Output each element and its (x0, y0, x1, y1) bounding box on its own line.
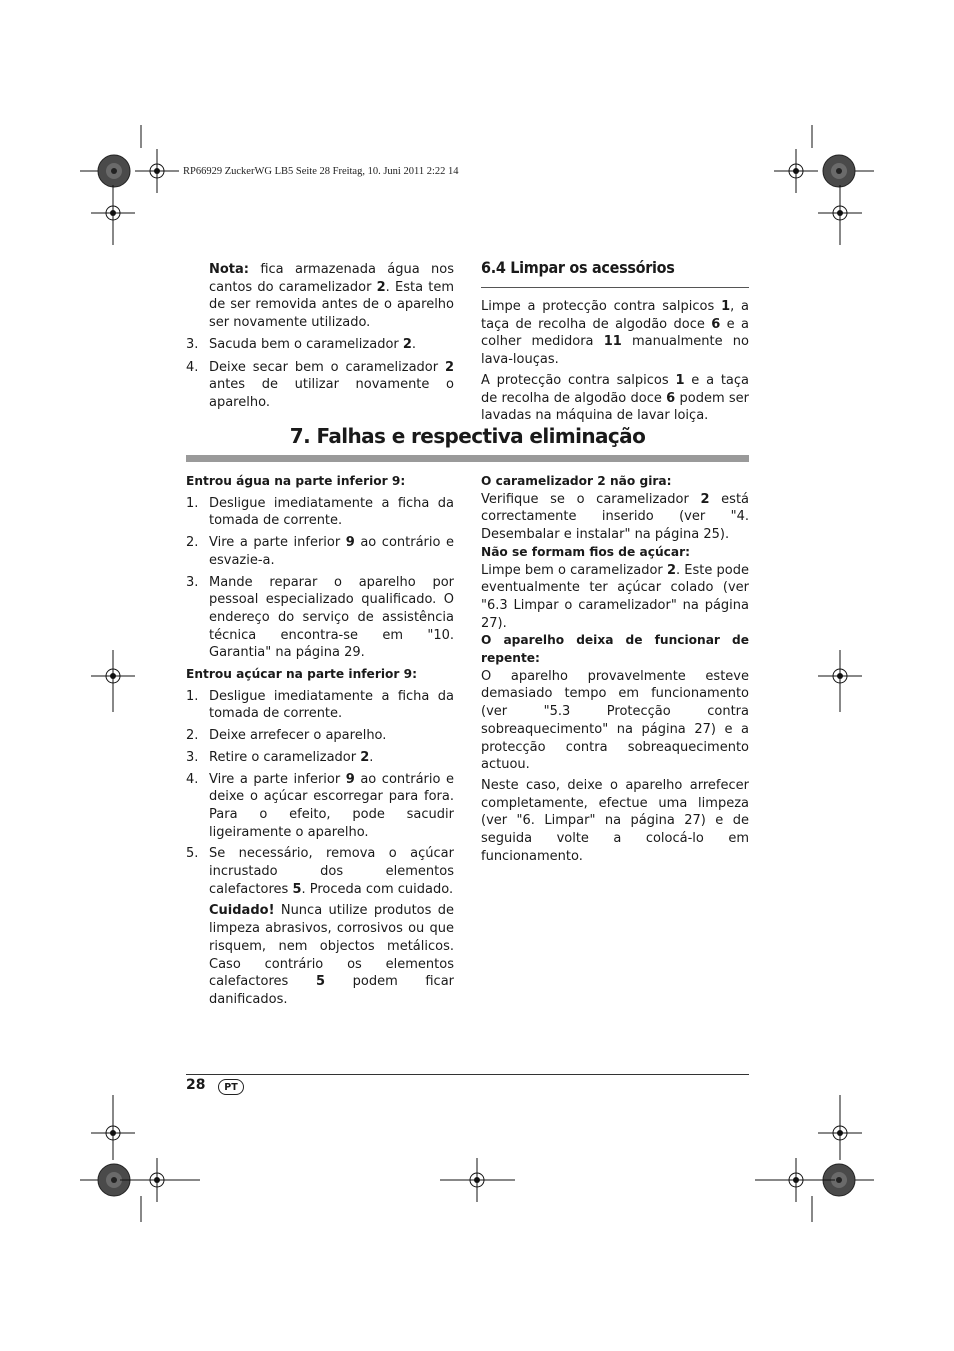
language-badge: PT (218, 1079, 244, 1095)
subheading: Entrou açúcar na parte inferior 9: (186, 667, 417, 682)
list-item: 2. Deixe arrefecer o aparelho. (186, 728, 387, 744)
paragraph: Limpe bem o caramelizador 2. Este pode eventualmente ter açúcar colado (ver "6.3 Limpar o caramelizador" na página 27). (481, 562, 749, 631)
chapter-bar (186, 455, 749, 462)
subheading: Entrou água na parte inferior 9: (186, 474, 406, 488)
left-column (186, 473, 454, 1009)
list-item: 3. Mande reparar o aparelho por pessoal especializado qualificado. O endereço do serviço de assistência técnica encontra-se em "10. Garantia" na página 29. (186, 574, 454, 661)
list-item: 4. Deixe secar bem o caramelizador 2 antes de utilizar novamente o aparelho. (186, 359, 454, 410)
list-item: 5. Se necessário, remova o açúcar incrustado dos elementos calefactores 5. Proceda com cuidado. (186, 846, 454, 897)
starburst-mark-top-right (823, 155, 855, 187)
subheading: O aparelho deixa de funcionar de repente: (481, 633, 749, 666)
list-item: 3. Sacuda bem o caramelizador 2. (186, 336, 417, 352)
section-title: 6.4 Limpar os acessórios (481, 258, 675, 277)
list-item: 4. Vire a parte inferior 9 ao contrário e deixe o açúcar escorregar para fora. Para o efeito, pode sacudir ligeiramente o aparelho. (186, 771, 454, 840)
paragraph: O aparelho provavelmente esteve demasiado tempo em funcionamento (ver "5.3 Protecção contra sobreaquecimento" na página 27) e a protecção contra sobreaquecimento actuou. (481, 668, 749, 773)
chapter-title: 7. Falhas e respectiva eliminação (289, 424, 646, 448)
list-item: 1. Desligue imediatamente a ficha da tomada de corrente. (186, 688, 454, 722)
list-item: 3. Retire o caramelizador 2. (186, 749, 374, 765)
note-paragraph: Nota: fica armazenada água nos cantos do caramelizador 2. Esta tem de ser removida antes de o aparelho ser novamente utilizado. (209, 262, 454, 331)
paragraph: Limpe a protecção contra salpicos 1, a taça de recolha de algodão doce 6 e a colher medidora 11 manualmente no lava-louças. (481, 299, 750, 368)
section-rule (481, 287, 749, 288)
paragraph: A protecção contra salpicos 1 e a taça de recolha de algodão doce 6 podem ser lavadas na máquina de lavar loiça. (481, 372, 750, 424)
right-column (481, 473, 749, 865)
paragraph: Neste caso, deixe o aparelho arrefecer completamente, efectue uma limpeza (ver "6. Limpar" na página 27) e de seguida volte a colocá-lo em funcionamento. (481, 777, 749, 864)
print-header: RP66929 ZuckerWG LB5 Seite 28 Freitag, 10. Juni 2011 2:22 14 (183, 166, 459, 177)
list-item: 2. Vire a parte inferior 9 ao contrário e esvazie-a. (186, 535, 454, 568)
starburst-mark-top-left (98, 155, 130, 187)
caution-paragraph: Cuidado! Nunca utilize produtos de limpeza abrasivos, corrosivos ou que risquem, nem objectos metálicos. Caso contrário os elementos calefactores 5 podem ficar danificados. (209, 903, 455, 1007)
left-top-block (186, 261, 454, 412)
paragraph: Verifique se o caramelizador 2 está correctamente inserido (ver "4. Desembalar e instalar" na página 25). (481, 491, 750, 543)
section-6-4-body (481, 298, 749, 425)
page-number: 28 (186, 1077, 206, 1093)
footer-rule (186, 1074, 749, 1075)
subheading: O caramelizador 2 não gira: (481, 474, 672, 488)
subheading: Não se formam fios de açúcar: (481, 544, 690, 559)
list-item: 1. Desligue imediatamente a ficha da tomada de corrente. (186, 495, 454, 529)
